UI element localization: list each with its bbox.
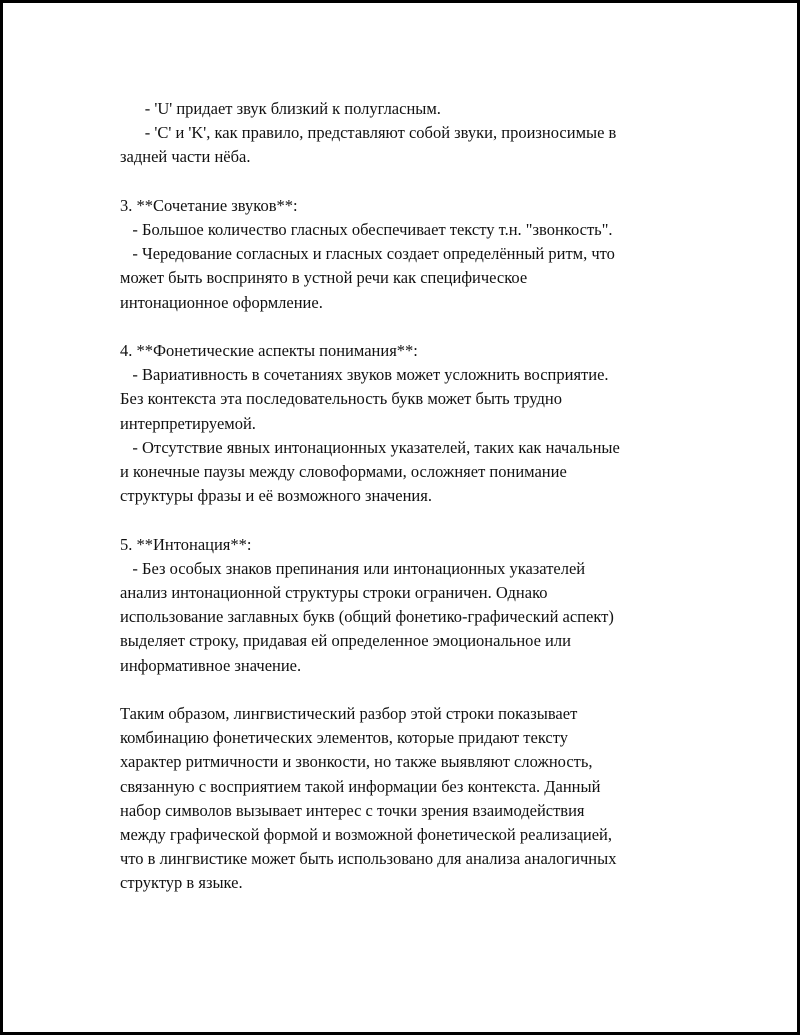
text-line: и конечные паузы между словоформами, осложняет понимание [120, 462, 567, 482]
blank-line [120, 315, 690, 339]
document-body [120, 97, 690, 896]
text-line: - 'U' придает звук близкий к полугласным. [120, 99, 441, 118]
text-line: интонационное оформление. [120, 292, 323, 312]
text-line: выделяет строку, придавая ей определенное эмоциональное или [120, 631, 571, 651]
text-line: информативное значение. [120, 655, 302, 675]
text-line: структуры фразы и её возможного значения. [120, 486, 432, 506]
text-line: - Без особых знаков препинания или интонационных указателей [120, 558, 586, 578]
text-line: может быть воспринято в устной речи как специфическое [120, 268, 528, 288]
blank-line [120, 170, 690, 194]
blank-line [120, 508, 690, 532]
text-line: характер ритмичности и звонкости, но также выявляют сложность, [120, 752, 593, 772]
text-line: связанную с восприятием такой информации без контекста. Данный [120, 776, 601, 796]
text-line: - Вариативность в сочетаниях звуков может усложнить восприятие. [120, 365, 609, 385]
text-line: - Отсутствие явных интонационных указателей, таких как начальные [120, 437, 620, 457]
text-line: Без контекста эта последовательность букв может быть трудно [120, 389, 562, 409]
text-line: задней части нёба. [120, 147, 251, 167]
text-line: что в лингвистике может быть использовано для анализа аналогичных [120, 849, 617, 869]
text-line: набор символов вызывает интерес с точки зрения взаимодействия [120, 800, 585, 820]
text-line: - Чередование согласных и гласных создает определённый ритм, что [120, 244, 615, 264]
text-line: - Большое количество гласных обеспечивает тексту т.н. "звонкость". [120, 220, 613, 239]
text-line: комбинацию фонетических элементов, которые придают тексту [120, 728, 568, 748]
text-line: 3. **Сочетание звуков**: [120, 195, 298, 215]
text-line: 5. **Интонация**: [120, 534, 252, 554]
text-line: интерпретируемой. [120, 413, 256, 433]
text-line: между графической формой и возможной фонетической реализацией, [120, 825, 612, 845]
text-line: структур в языке. [120, 873, 243, 893]
text-line: Таким образом, лингвистический разбор этой строки показывает [120, 704, 578, 724]
text-line: анализ интонационной структуры строки ограничен. Однако [120, 583, 548, 603]
text-line: 4. **Фонетические аспекты понимания**: [120, 341, 418, 360]
text-line: использование заглавных букв (общий фонетико-графический аспект) [120, 607, 614, 627]
blank-line [120, 678, 690, 702]
text-line: - 'C' и 'K', как правило, представляют собой звуки, произносимые в [120, 123, 617, 143]
